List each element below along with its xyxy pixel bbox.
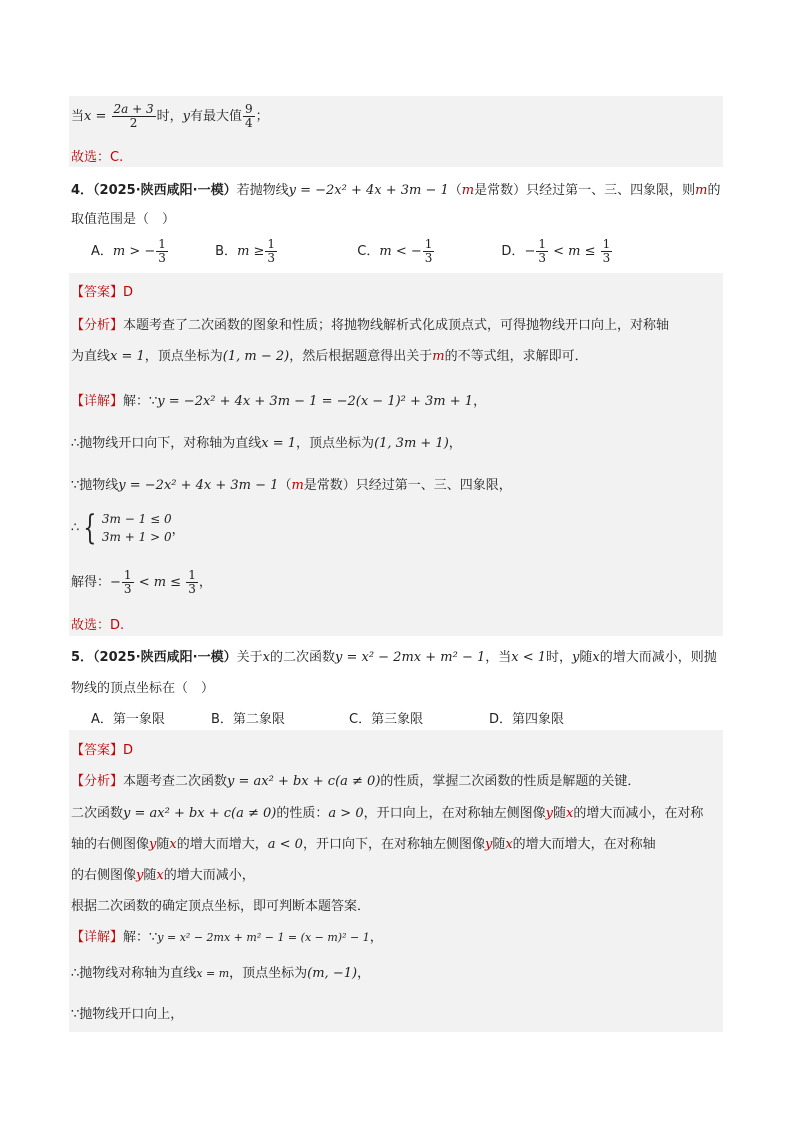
fraction-num: 9 (245, 102, 253, 116)
fraction-den: 4 (245, 116, 253, 130)
text: 的增大而增大， (176, 837, 268, 852)
q4-answer (71, 281, 133, 300)
text: 的性质： (276, 806, 329, 821)
text: 轴的右侧图像 (71, 837, 150, 852)
q4-detail-line1 (71, 390, 486, 409)
option-d[interactable] (501, 238, 613, 265)
fraction-num: 1 (424, 237, 433, 251)
fraction-den: 3 (538, 251, 546, 265)
math-x: x (156, 868, 164, 883)
detail-tag: 【详解】 (71, 930, 124, 945)
option-label: D． (501, 244, 525, 259)
math-expr: x = 1 (110, 349, 145, 364)
q5-answer (71, 739, 133, 758)
q5-detail-line3: ∵抛物线开口向上， (71, 1007, 184, 1022)
fraction (243, 103, 255, 130)
math-condition: a < 0 (267, 837, 303, 852)
text: ， (369, 930, 383, 945)
text: 时， (546, 650, 573, 665)
math-x: x (592, 650, 600, 665)
math-x: x (565, 806, 574, 821)
math-expr: m ≥ (237, 244, 265, 259)
text: 随 (552, 806, 566, 821)
q5-analysis-line5: 根据二次函数的确定顶点坐标，即可判断本题答案． (71, 899, 371, 914)
math-condition: a > 0 (328, 806, 364, 821)
math-expr: x = m (196, 967, 230, 980)
q4-detail-line3 (71, 474, 512, 493)
fraction (423, 238, 435, 265)
left-brace: { (83, 508, 97, 548)
text: ，然后根据题意得出关于 (289, 349, 433, 364)
option-b[interactable] (215, 238, 353, 265)
analysis-tag: 【分析】 (71, 774, 124, 789)
math-y: y (149, 837, 157, 852)
answer-tag: 【答案】 (71, 285, 124, 300)
answer-tag: 【答案】 (71, 743, 124, 758)
fraction (112, 103, 156, 130)
text: ，开口向上，在对称轴左侧图像 (363, 806, 546, 821)
text: 的 (707, 183, 721, 198)
q5-options (91, 708, 564, 727)
fraction (536, 238, 548, 265)
text: 随 (156, 837, 170, 852)
text: ，开口向下，在对称轴左侧图像 (302, 837, 485, 852)
fraction-num: 1 (267, 237, 276, 251)
q4-analysis-line2 (71, 345, 588, 364)
q5-analysis-line1 (71, 770, 640, 789)
minus-sign: − (110, 575, 121, 590)
text: ∴ (71, 520, 80, 536)
text: ， (357, 966, 371, 981)
minus-sign: − (524, 244, 536, 259)
math-expr: m < − (379, 244, 422, 259)
option-label: C． (357, 244, 380, 259)
q4-options (91, 238, 613, 265)
inequality-1: 3m − 1 ≤ 0 (101, 512, 172, 526)
text: 的二次函数 (269, 650, 335, 665)
text: 的不等式组，求解即可． (444, 349, 588, 364)
q5-detail-line1 (71, 926, 383, 945)
math-equation: y = x² − 2mx + m² − 1 = (x − m)² − 1 (157, 931, 370, 944)
math-y: y (484, 837, 493, 852)
inequality-system (79, 510, 171, 546)
text: 是常数）只经过第一、三、四象限，则 (474, 183, 696, 198)
math-vertex: (1, 3m + 1) (374, 436, 449, 451)
math-y: y (136, 868, 144, 883)
text: 的增大而减小， (163, 868, 255, 883)
question-number: 5 (71, 650, 81, 665)
text: 随 (492, 837, 506, 852)
q5-analysis-line4 (71, 864, 255, 883)
math-expr: < m ≤ (548, 244, 600, 259)
fraction-den: 3 (602, 251, 611, 265)
q4-inequality-system (71, 510, 185, 546)
text: 是常数）只经过第一、三、四象限， (303, 478, 512, 493)
math-m: m (695, 183, 708, 198)
option-d[interactable]: D．第四象限 (489, 712, 565, 727)
fraction-num: 1 (188, 568, 196, 582)
text: 关于 (236, 650, 263, 665)
q4-analysis-line1 (71, 314, 669, 333)
q5-stem-line2: 物线的顶点坐标在（ ） (71, 681, 215, 696)
answer-value: D (123, 743, 134, 758)
fraction-num: 1 (602, 237, 611, 251)
math-m: m (432, 349, 445, 364)
text: 若抛物线 (236, 183, 289, 198)
question-source: ．（2025·陕西咸阳·一模） (80, 650, 237, 665)
text: ，顶点坐标为 (144, 349, 223, 364)
math-m: m (461, 183, 475, 198)
fraction-num: 1 (158, 237, 166, 251)
math-equation: y = x² − 2mx + m² − 1 (334, 650, 486, 665)
text: 的增大而减小，则抛 (599, 650, 717, 665)
option-a[interactable] (91, 238, 211, 265)
fraction (122, 569, 134, 596)
q3-choice: 故选：C. (71, 150, 124, 165)
math-expr: m > − (112, 244, 156, 259)
math-y: y (182, 109, 191, 124)
option-label: B． (215, 244, 238, 259)
text: 随 (579, 650, 593, 665)
text: ， (198, 575, 212, 590)
math-y: y (545, 806, 553, 821)
math-y: y (572, 650, 580, 665)
text: 解得： (71, 575, 111, 590)
text: 的右侧图像 (71, 868, 137, 883)
text: 本题考查二次函数 (123, 774, 228, 789)
text: ，顶点坐标为 (296, 436, 375, 451)
math-condition: x < 1 (511, 650, 547, 665)
q4-stem-line2: 取值范围是（ ） (71, 212, 176, 227)
math-x: x (262, 650, 270, 665)
fraction-den: 3 (424, 251, 433, 265)
detail-tag: 【详解】 (71, 394, 124, 409)
math-equation: y = ax² + bx + c(a ≠ 0) (123, 806, 277, 821)
text: 的增大而增大，在对称轴 (512, 837, 656, 852)
math-expr: x = 1 (261, 436, 297, 451)
text: 的增大而减小，在对称 (573, 806, 704, 821)
inequality-lines (102, 510, 172, 546)
text: ，顶点坐标为 (229, 966, 308, 981)
math-equation: y = −2x² + 4x + 3m − 1 = −2(x − 1)² + 3m + 1 (157, 394, 474, 409)
q4-detail-solve (71, 569, 212, 596)
option-label: A． (91, 244, 113, 259)
option-c[interactable] (357, 238, 497, 265)
text: 本题考查了二次函数的图象和性质；将抛物线解析式化成顶点式，可得抛物线开口向上，对称轴 (123, 318, 670, 333)
question-source: ．（2025·陕西咸阳·一模） (80, 183, 237, 198)
math-equation: y = −2x² + 4x + 3m − 1 (118, 478, 279, 493)
q4-detail-line2 (71, 432, 462, 451)
math-x: x (505, 837, 513, 852)
fraction-num: 1 (538, 237, 546, 251)
text: 二次函数 (71, 806, 124, 821)
q4-choice: 故选：D. (71, 618, 125, 633)
math-vertex: (m, −1) (307, 966, 358, 981)
text: 为直线 (71, 349, 111, 364)
q3-max-value-line (71, 103, 269, 130)
math-equation: y = −2x² + 4x + 3m − 1 (288, 183, 449, 198)
math-m: m (291, 478, 304, 493)
analysis-tag: 【分析】 (71, 318, 124, 333)
fraction-den: 3 (158, 251, 166, 265)
text: 当 (71, 109, 85, 124)
math-x: x (169, 837, 177, 852)
text: 时， (156, 109, 183, 124)
option-b[interactable]: B．第二象限 (211, 712, 285, 727)
q5-stem-line1 (71, 646, 717, 665)
question-number: 4 (71, 183, 81, 198)
q5-detail-line2 (71, 962, 370, 981)
q5-analysis-line2 (71, 802, 703, 821)
fraction-num: 1 (123, 568, 132, 582)
fraction-den: 3 (267, 251, 276, 265)
text: 随 (143, 868, 157, 883)
option-a[interactable]: A．第一象限 (91, 712, 165, 727)
text: ； (255, 109, 269, 124)
text: 解：∵ (123, 394, 158, 409)
fraction-den: 3 (188, 582, 196, 596)
text: ， (448, 436, 462, 451)
fraction-num: 2a + 3 (113, 102, 154, 116)
text: ，当 (485, 650, 512, 665)
math-equation: y = ax² + bx + c(a ≠ 0) (227, 774, 381, 789)
text: 有最大值 (190, 109, 243, 124)
fraction (186, 569, 198, 596)
math-eq: = (91, 109, 111, 124)
fraction (601, 238, 613, 265)
math-expr: < m ≤ (134, 575, 186, 590)
fraction (265, 238, 277, 265)
text: ∵抛物线 (71, 478, 119, 493)
answer-value: D (123, 285, 134, 300)
q5-analysis-line3 (71, 833, 656, 852)
text: ∴抛物线开口向下，对称轴为直线 (71, 436, 262, 451)
fraction-den: 2 (129, 116, 138, 130)
math-x: x (84, 109, 92, 124)
math-vertex: (1, m − 2) (222, 349, 290, 364)
inequality-2: 3m + 1 > 0 (101, 530, 172, 544)
q4-stem-line1 (71, 179, 720, 198)
text: 的性质，掌握二次函数的性质是解题的关键． (380, 774, 641, 789)
fraction (156, 238, 168, 265)
text: （ (278, 478, 292, 493)
option-c[interactable]: C．第三象限 (349, 712, 424, 727)
fraction-den: 3 (123, 582, 132, 596)
text: （ (448, 183, 462, 198)
text: 解：∵ (123, 930, 158, 945)
text: ∴抛物线对称轴为直线 (71, 966, 197, 981)
text: ， (473, 394, 487, 409)
text: ， (171, 522, 185, 538)
